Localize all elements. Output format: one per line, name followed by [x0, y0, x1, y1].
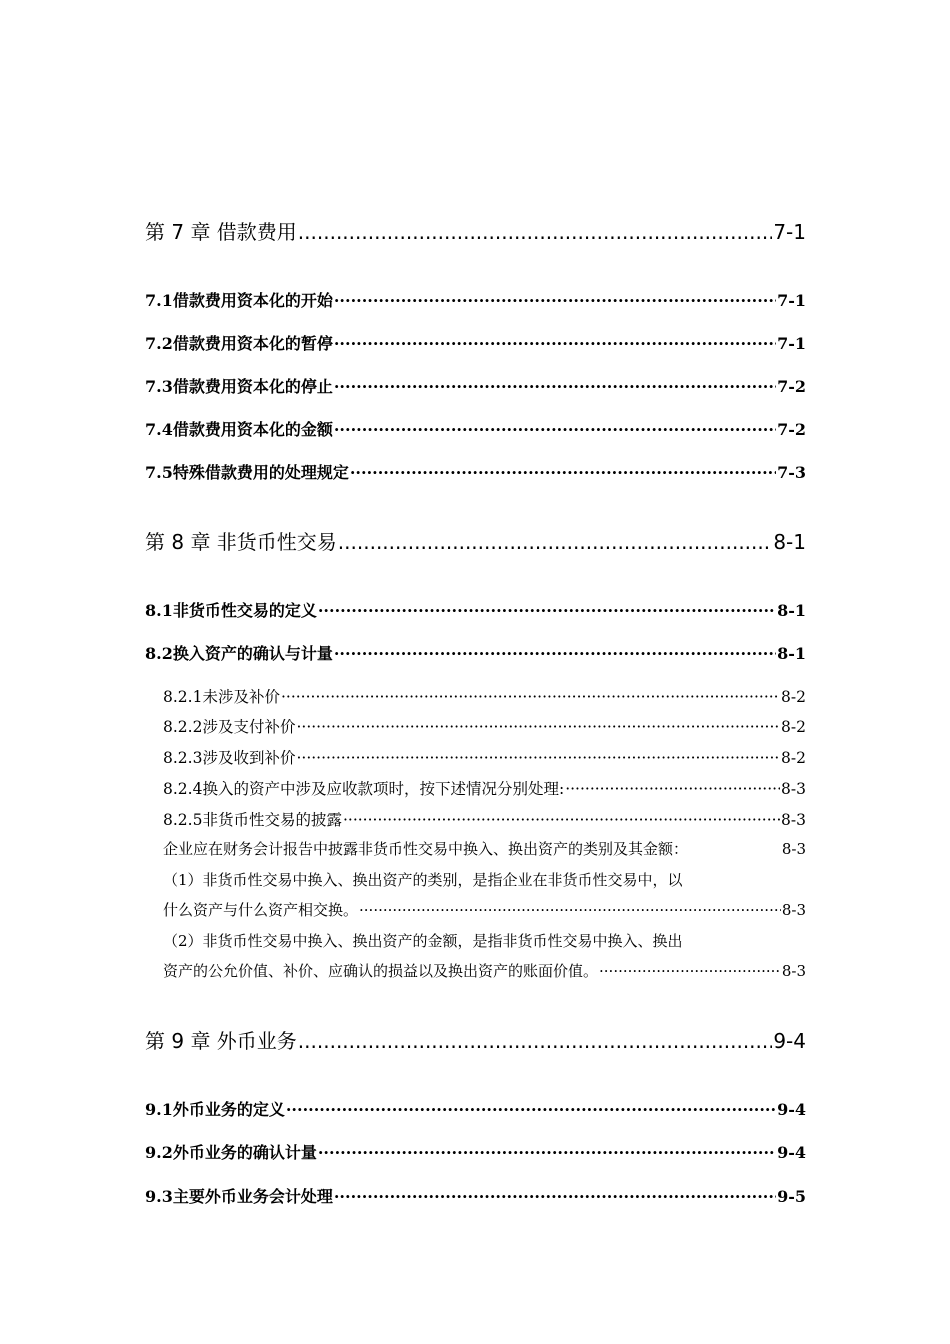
toc-title: 第 7 章 借款费用 — [145, 220, 297, 244]
toc-number: 8.1 — [145, 601, 173, 620]
toc-page: 8-3 — [781, 811, 806, 829]
toc-number: 8.2 — [145, 644, 173, 663]
toc-page: 7-2 — [777, 420, 806, 439]
toc-leader — [286, 1100, 776, 1119]
toc-section-8-1[interactable] — [145, 598, 806, 621]
toc-title: 特殊借款费用的处理规定 — [172, 463, 349, 482]
toc-entry-category[interactable] — [163, 899, 806, 920]
toc-page: 9-4 — [777, 1100, 806, 1119]
toc-page: 8-1 — [777, 601, 806, 620]
toc-title: 未涉及补价 — [202, 688, 280, 706]
toc-leader — [343, 811, 780, 829]
toc-page: 8-3 — [781, 780, 806, 798]
toc-page: 8-2 — [781, 718, 806, 736]
toc-title: 换入的资产中涉及应收款项时，按下述情况分别处理: — [202, 780, 565, 798]
toc-number: 7.4 — [145, 420, 173, 439]
toc-title: 非货币性交易的定义 — [172, 601, 317, 620]
toc-number: 8.2.2 — [163, 718, 203, 736]
toc-subsection-8-2-1[interactable] — [163, 685, 806, 707]
toc-page: 9-5 — [777, 1187, 806, 1206]
toc-page: 8-3 — [781, 962, 806, 980]
toc-entry-category-line1: （1）非货币性交易中换入、换出资产的类别，是指企业在非货币性交易中，以 — [163, 871, 683, 889]
toc-leader — [565, 780, 780, 798]
toc-page: 7-1 — [777, 334, 806, 353]
toc-title: 第 8 章 非货币性交易 — [145, 530, 337, 554]
toc-leader — [334, 334, 776, 353]
toc-page: 8-1 — [773, 530, 806, 554]
toc-number: 8.2.1 — [163, 688, 203, 706]
toc-title: 涉及收到补价 — [202, 749, 296, 767]
toc-entry-disclosure[interactable] — [163, 838, 806, 859]
toc-page: 8-2 — [781, 688, 806, 706]
toc-section-8-2[interactable] — [145, 641, 806, 664]
toc-section-9-3[interactable] — [145, 1184, 806, 1207]
toc-number: 8.2.5 — [163, 811, 203, 829]
toc-section-7-4[interactable] — [145, 417, 806, 440]
toc-title: 换入资产的确认与计量 — [172, 644, 333, 663]
toc-title: 非货币性交易的披露 — [202, 811, 342, 829]
toc-leader — [599, 962, 781, 980]
toc-leader — [318, 601, 776, 620]
toc-title: 第 9 章 外币业务 — [145, 1029, 297, 1053]
toc-section-9-1[interactable] — [145, 1097, 806, 1120]
toc-number: 8.2.4 — [163, 780, 203, 798]
toc-page: 8-1 — [777, 644, 806, 663]
toc-entry-amount[interactable] — [163, 960, 806, 981]
toc-subsection-8-2-4[interactable] — [163, 777, 806, 799]
toc-number: 7.5 — [145, 463, 173, 482]
toc-section-7-3[interactable] — [145, 374, 806, 397]
toc-page: 8-3 — [781, 901, 806, 919]
toc-chapter-7[interactable] — [145, 216, 806, 245]
toc-leader — [334, 291, 776, 310]
toc-title: 借款费用资本化的开始 — [172, 291, 333, 310]
toc-section-9-2[interactable] — [145, 1140, 806, 1163]
toc-title: 借款费用资本化的暂停 — [172, 334, 333, 353]
toc-leader — [296, 718, 780, 736]
toc-page: 7-2 — [777, 377, 806, 396]
toc-chapter-8[interactable] — [145, 526, 806, 555]
toc-page: 7-1 — [773, 220, 806, 244]
toc-section-7-2[interactable] — [145, 331, 806, 354]
toc-page: 9-4 — [777, 1143, 806, 1162]
toc-number: 8.2.3 — [163, 749, 203, 767]
toc-title: 外币业务的定义 — [172, 1100, 285, 1119]
toc-title: 涉及支付补价 — [202, 718, 296, 736]
toc-page: 8-2 — [781, 749, 806, 767]
toc-title: 什么资产与什么资产相交换。 — [163, 901, 359, 919]
toc-leader — [334, 377, 776, 396]
toc-leader — [296, 749, 780, 767]
toc-number: 7.1 — [145, 291, 173, 310]
toc-leader — [338, 530, 773, 554]
toc-title: 借款费用资本化的金额 — [172, 420, 333, 439]
toc-number: 9.3 — [145, 1187, 173, 1206]
toc-subsection-8-2-2[interactable] — [163, 715, 806, 737]
toc-chapter-9[interactable] — [145, 1025, 806, 1054]
toc-leader — [318, 1143, 776, 1162]
toc-title: 主要外币业务会计处理 — [172, 1187, 333, 1206]
toc-subsection-8-2-5[interactable] — [163, 808, 806, 830]
toc-title: 企业应在财务会计报告中披露非货币性交易中换入、换出资产的类别及其金额： — [163, 840, 689, 858]
toc-number: 7.3 — [145, 377, 173, 396]
toc-leader — [334, 420, 776, 439]
toc-leader — [281, 688, 780, 706]
toc-page: 7-3 — [777, 463, 806, 482]
toc-number: 7.2 — [145, 334, 173, 353]
toc-leader — [334, 1187, 776, 1206]
toc-title: 借款费用资本化的停止 — [172, 377, 333, 396]
toc-section-7-1[interactable] — [145, 288, 806, 311]
toc-leader — [298, 1029, 773, 1053]
toc-page: 7-1 — [777, 291, 806, 310]
toc-leader — [350, 463, 776, 482]
toc-leader — [359, 901, 781, 919]
toc-subsection-8-2-3[interactable] — [163, 746, 806, 768]
toc-leader — [298, 220, 773, 244]
toc-number: 9.2 — [145, 1143, 173, 1162]
toc-section-7-5[interactable] — [145, 460, 806, 483]
toc-page: 9-4 — [773, 1029, 806, 1053]
toc-title: 资产的公允价值、补价、应确认的损益以及换出资产的账面价值。 — [163, 962, 599, 980]
toc-leader — [334, 644, 776, 663]
toc-page: 8-3 — [781, 840, 806, 858]
toc-entry-amount-line1: （2）非货币性交易中换入、换出资产的金额，是指非货币性交易中换入、换出 — [163, 932, 683, 950]
toc-title: 外币业务的确认计量 — [172, 1143, 317, 1162]
toc-number: 9.1 — [145, 1100, 173, 1119]
